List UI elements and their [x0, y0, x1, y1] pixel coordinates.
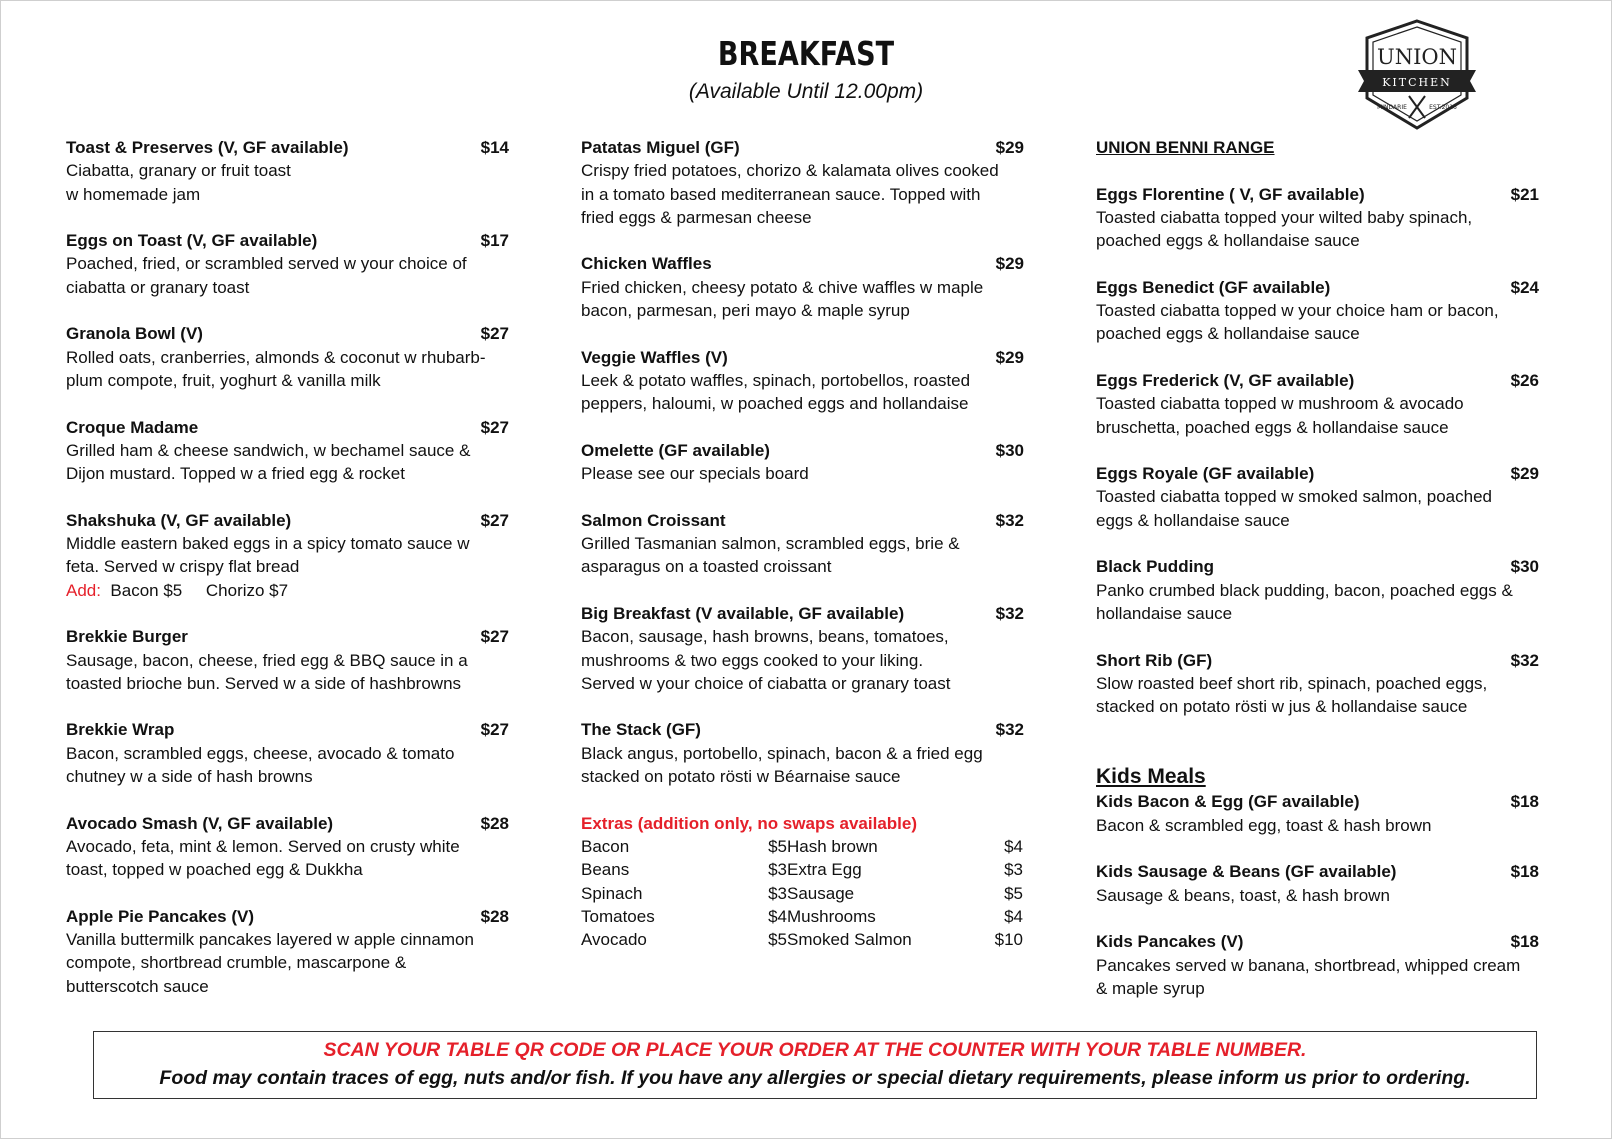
menu-item-name: Veggie Waffles (V) [581, 347, 728, 367]
menu-item [66, 136, 516, 206]
menu-item-price: $24 [1510, 277, 1539, 297]
extra-name: Avocado [581, 930, 647, 950]
menu-item-name: Apple Pie Pancakes (V) [66, 906, 255, 926]
ordering-notice [93, 1031, 1537, 1099]
menu-item-description: Pancakes served w banana, shortbread, whipped cream & maple syrup [1096, 955, 1521, 998]
menu-item-header [66, 905, 509, 928]
menu-item-description: Toasted ciabatta topped w smoked salmon, poached eggs & hollandaise sauce [1096, 487, 1492, 530]
logo-right-text: EST.2016 [1429, 104, 1457, 111]
extra-name: Extra Egg [787, 860, 862, 880]
menu-item [1096, 860, 1546, 907]
menu-item-header [66, 718, 509, 741]
menu-item-header [1096, 555, 1539, 578]
menu-item-header [581, 136, 1024, 159]
menu-item [581, 509, 1031, 579]
menu-item [1096, 183, 1546, 253]
menu-item [1096, 462, 1546, 532]
extra-price: $4 [1004, 836, 1023, 856]
extra-name: Sausage [787, 883, 855, 903]
menu-item-price: $27 [480, 510, 509, 530]
menu-item-header [66, 229, 509, 252]
menu-item-description: Panko crumbed black pudding, bacon, poached eggs & hollandaise sauce [1096, 580, 1513, 623]
menu-item-price: $29 [995, 347, 1024, 367]
logo-left-text: MINDARIE [1377, 104, 1407, 111]
menu-item-name: Croque Madame [66, 417, 199, 437]
menu-item-description: Bacon & scrambled egg, toast & hash brown [1096, 815, 1432, 835]
menu-item-name: Short Rib (GF) [1096, 650, 1213, 670]
menu-item-header [581, 346, 1024, 369]
menu-item-header [1096, 649, 1539, 672]
menu-item-header [581, 718, 1024, 741]
page-subtitle: (Available Until 12.00pm) [688, 80, 924, 103]
menu-item-description: Rolled oats, cranberries, almonds & coconut w rhubarb- plum compote, fruit, yoghurt & vanilla milk [66, 347, 486, 390]
menu-item-header [581, 252, 1024, 275]
menu-item-description: Sausage & beans, toast, & hash brown [1096, 885, 1390, 905]
extra-price: $3 [1004, 860, 1023, 880]
menu-column-1 [66, 136, 516, 1021]
menu-item-name: Black Pudding [1096, 557, 1215, 577]
menu-item-price: $18 [1510, 932, 1539, 952]
menu-item-price: $18 [1510, 862, 1539, 882]
menu-item-price: $27 [480, 627, 509, 647]
menu-item-header [66, 322, 509, 345]
menu-item-name: Eggs Florentine ( V, GF available) [1096, 184, 1365, 204]
menu-item-header [1096, 183, 1539, 206]
extra-name: Beans [581, 860, 630, 880]
menu-item-name: Shakshuka (V, GF available) [66, 510, 292, 530]
kids-meals-title: Kids Meals [1096, 765, 1206, 789]
menu-item-price: $26 [1510, 370, 1539, 390]
menu-item [66, 509, 516, 602]
menu-column-3 [1096, 136, 1546, 1023]
extra-name: Hash brown [787, 836, 878, 856]
menu-item-name: Eggs Royale (GF available) [1096, 464, 1315, 484]
menu-column-2 [581, 136, 1031, 951]
menu-item-description: Middle eastern baked eggs in a spicy tomato sauce w feta. Served w crispy flat bread [66, 534, 470, 577]
menu-item-name: Salmon Croissant [581, 510, 726, 530]
menu-item-name: Kids Sausage & Beans (GF available) [1096, 862, 1397, 882]
menu-item-header [66, 136, 509, 159]
menu-item [581, 718, 1031, 788]
menu-item-price: $21 [1510, 184, 1539, 204]
extra-price: $10 [994, 930, 1023, 950]
menu-item-description: Leek & potato waffles, spinach, portobellos, roasted peppers, haloumi, w poached eggs and hollandaise [581, 370, 971, 414]
menu-item-header [1096, 930, 1539, 953]
menu-item-name: Avocado Smash (V, GF available) [66, 813, 334, 833]
menu-item-header [1096, 462, 1539, 485]
menu-item-header [1096, 369, 1539, 392]
extra-price: $5 [768, 836, 787, 856]
menu-item-price: $30 [995, 440, 1024, 460]
menu-item-description: Vanilla buttermilk pancakes layered w apple cinnamon compote, shortbread crumble, mascarpone & butterscotch sauce [66, 930, 474, 996]
extra-name: Tomatoes [581, 906, 655, 926]
menu-item-name: Patatas Miguel (GF) [581, 138, 740, 157]
menu-item-description: Crispy fried potatoes, chorizo & kalamata olives cooked in a tomato based mediterranean sauce. Topped with fried eggs & parmesan cheese [581, 161, 999, 227]
menu-item-price: $32 [995, 720, 1024, 740]
menu-item-name: Eggs on Toast (V, GF available) [66, 231, 318, 251]
menu-item [581, 439, 1031, 486]
menu-item-description: Black angus, portobello, spinach, bacon & a fried egg stacked on potato rösti w Béarnaise sauce [581, 743, 983, 787]
menu-item-header [66, 625, 509, 648]
menu-item-description: Grilled Tasmanian salmon, scrambled eggs, brie & asparagus on a toasted croissant [581, 534, 960, 577]
menu-item-description: Ciabatta, granary or fruit toast w homemade jam [66, 161, 291, 204]
logo-line2: KITCHEN [1382, 76, 1452, 89]
menu-item [66, 905, 516, 998]
menu-item [1096, 369, 1546, 439]
extra-price: $3 [768, 883, 787, 903]
menu-item-header [66, 812, 509, 835]
menu-item-description: Fried chicken, cheesy potato & chive waffles w maple bacon, parmesan, peri mayo & maple syrup [581, 277, 984, 321]
menu-item-addons [66, 579, 516, 602]
menu-item-header [581, 509, 1024, 532]
menu-item-description: Toasted ciabatta topped w your choice ham or bacon, poached eggs & hollandaise sauce [1096, 301, 1499, 344]
menu-item-price: $32 [1510, 650, 1539, 670]
extras-list [581, 835, 1024, 951]
menu-item-header [66, 509, 509, 532]
menu-item [581, 346, 1031, 416]
addon-items: Bacon $5 Chorizo $7 [100, 580, 289, 600]
menu-item-name: Brekkie Burger [66, 627, 188, 647]
notice-line-2: Food may contain traces of egg, nuts and/or fish. If you have any allergies or special dietary requirements, please inform us prior to ordering. [159, 1067, 1471, 1089]
menu-item [66, 718, 516, 788]
extra-price: $3 [768, 860, 787, 880]
extra-name: Spinach [581, 883, 643, 903]
menu-item-name: Brekkie Wrap [66, 720, 175, 740]
menu-item-price: $30 [1510, 557, 1539, 577]
menu-item-price: $29 [1510, 464, 1539, 484]
menu-item-header [1096, 276, 1539, 299]
menu-item [66, 322, 516, 392]
extra-name: Smoked Salmon [787, 930, 912, 950]
page-title: BREAKFAST [717, 34, 895, 73]
menu-item-name: Eggs Benedict (GF available) [1096, 277, 1331, 297]
menu-item-description: Avocado, feta, mint & lemon. Served on crusty white toast, topped w poached egg & Dukkha [66, 836, 460, 880]
menu-item-price: $18 [1510, 792, 1539, 812]
extra-name: Mushrooms [787, 906, 876, 926]
menu-item-description: Please see our specials board [581, 464, 809, 484]
menu-item-header [1096, 860, 1539, 883]
menu-item-description: Toasted ciabatta topped your wilted baby spinach, poached eggs & hollandaise sauce [1096, 207, 1473, 251]
menu-item-description: Poached, fried, or scrambled served w your choice of ciabatta or granary toast [66, 254, 467, 297]
menu-item-name: Granola Bowl (V) [66, 324, 203, 344]
benni-range-label: UNION BENNI RANGE [1096, 138, 1275, 157]
menu-item-name: Kids Bacon & Egg (GF available) [1096, 792, 1360, 812]
menu-item [1096, 930, 1546, 1000]
extra-name: Bacon [581, 836, 630, 856]
menu-item [1096, 276, 1546, 346]
extra-price: $4 [768, 906, 787, 926]
menu-item-header [581, 602, 1024, 625]
menu-item-price: $32 [995, 510, 1024, 530]
menu-item-price: $29 [995, 138, 1024, 157]
menu-item-price: $28 [480, 813, 509, 833]
menu-item [1096, 649, 1546, 719]
menu-item-price: $28 [480, 906, 509, 926]
addon-label: Add: [66, 580, 101, 600]
menu-item-name: Omelette (GF available) [581, 440, 770, 460]
menu-item-name: Chicken Waffles [581, 254, 712, 274]
menu-item-price: $27 [480, 720, 509, 740]
menu-item-header [1096, 790, 1539, 813]
menu-item-price: $27 [480, 324, 509, 344]
menu-item [581, 252, 1031, 322]
menu-item-description: Sausage, bacon, cheese, fried egg & BBQ sauce in a toasted brioche bun. Served w a side of hashbrowns [66, 650, 468, 693]
union-kitchen-logo [1352, 18, 1482, 132]
extra-price: $5 [768, 930, 787, 950]
menu-item-name: Toast & Preserves (V, GF available) [66, 138, 349, 157]
menu-item-description: Bacon, scrambled eggs, cheese, avocado & tomato chutney w a side of hash browns [66, 743, 455, 787]
menu-item-description: Bacon, sausage, hash browns, beans, tomatoes, mushrooms & two eggs cooked to your liking. Served w your choice of ciabatta or granary toast [581, 627, 951, 693]
menu-item-description: Grilled ham & cheese sandwich, w bechamel sauce & Dijon mustard. Topped w a fried egg & rocket [66, 440, 471, 484]
menu-item-header [581, 439, 1024, 462]
menu-item-description: Slow roasted beef short rib, spinach, poached eggs, stacked on potato rösti w jus & hollandaise sauce [1096, 673, 1488, 717]
menu-item-price: $17 [480, 231, 509, 251]
menu-item [581, 602, 1031, 695]
menu-item-header [66, 416, 509, 439]
menu-item [66, 625, 516, 695]
menu-item [1096, 790, 1546, 837]
menu-item [1096, 555, 1546, 625]
menu-item-price: $14 [480, 138, 509, 157]
menu-item [581, 136, 1031, 229]
extras-title: Extras (addition only, no swaps available) [581, 813, 917, 833]
extra-price: $5 [1004, 883, 1023, 903]
menu-item-price: $32 [995, 603, 1024, 623]
menu-item [66, 812, 516, 882]
menu-item-description: Toasted ciabatta topped w mushroom & avocado bruschetta, poached eggs & hollandaise sauce [1096, 394, 1464, 437]
menu-item-name: The Stack (GF) [581, 720, 701, 740]
extra-price: $4 [1004, 906, 1023, 926]
menu-item-name: Kids Pancakes (V) [1096, 932, 1244, 952]
menu-item-price: $27 [480, 417, 509, 437]
menu-item-price: $29 [995, 254, 1024, 274]
menu-item [66, 416, 516, 486]
logo-line1: UNION [1377, 45, 1457, 69]
menu-item-name: Big Breakfast (V available, GF available) [581, 603, 905, 623]
menu-item-name: Eggs Frederick (V, GF available) [1096, 370, 1355, 390]
notice-line-1: SCAN YOUR TABLE QR CODE OR PLACE YOUR ORDER AT THE COUNTER WITH YOUR TABLE NUMBER. [323, 1039, 1307, 1061]
menu-item [66, 229, 516, 299]
